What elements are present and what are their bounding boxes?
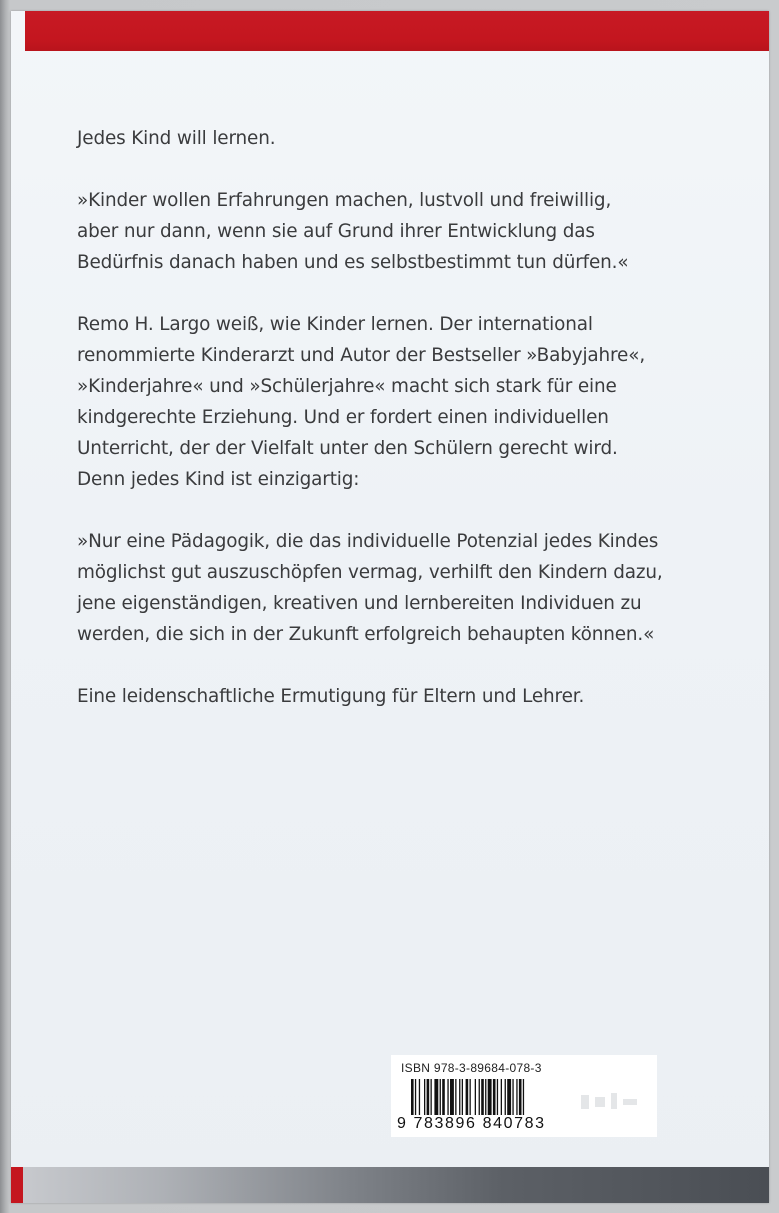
barcode-bar bbox=[411, 1079, 414, 1119]
book-back-cover bbox=[11, 11, 769, 1203]
barcode-bar bbox=[512, 1079, 513, 1119]
ean-digits: 9 783896 840783 bbox=[397, 1115, 567, 1133]
first-quote: »Kinder wollen Erfahrungen machen, lustvoll und freiwillig, aber nur dann, wenn sie auf Grund ihrer Entwicklung das Bedürfnis danach haben und es selbstbestimmt tun dürfen.« bbox=[77, 190, 629, 273]
second-quote: »Nur eine Pädagogik, die das individuelle Potenzial jedes Kindes möglichst gut auszuschöpfen vermag, verhilft den Kindern dazu, jene eigenständigen, kreativen und lernbereiten Individuen zu werden, die sich in der Zukunft erfolgreich behaupten können.« bbox=[77, 531, 663, 645]
barcode-bar bbox=[450, 1079, 454, 1119]
barcode-bar bbox=[475, 1079, 476, 1119]
barcode-bar bbox=[516, 1079, 517, 1119]
barcode-bar bbox=[479, 1079, 480, 1119]
barcode-bar bbox=[507, 1079, 511, 1119]
barcode-bar bbox=[424, 1079, 425, 1119]
barcode-label bbox=[391, 1055, 657, 1137]
barcode-bar bbox=[447, 1079, 448, 1119]
barcode-bar bbox=[493, 1079, 496, 1119]
barcode-bar bbox=[462, 1079, 463, 1119]
faint-price-mark bbox=[577, 1085, 647, 1125]
barcode-bar bbox=[470, 1079, 471, 1119]
barcode-bar bbox=[434, 1079, 438, 1119]
barcode-bar bbox=[459, 1079, 460, 1119]
barcode-bar bbox=[431, 1079, 432, 1119]
barcode-bar bbox=[415, 1079, 416, 1119]
closing-line: Eine leidenschaftliche Ermutigung für Eltern und Lehrer. bbox=[77, 686, 585, 707]
barcode-bar bbox=[442, 1079, 445, 1119]
top-red-band bbox=[25, 11, 769, 51]
bottom-gradient-band bbox=[11, 1167, 769, 1203]
bottom-red-accent bbox=[11, 1167, 23, 1203]
author-description: Remo H. Largo weiß, wie Kinder lernen. Der international renommierte Kinderarzt und Autor der Bestseller »Babyjahre«, »Kinderjahre« und »Schülerjahre« macht sich stark für eine kindgerechte Erziehung. Und er fordert einen individuellen Unterricht, der der Vielfalt unter den Schülern gerecht wird. Denn jedes Kind ist einzigartig: bbox=[77, 314, 646, 490]
barcode-bar bbox=[440, 1079, 441, 1119]
barcode-bar bbox=[501, 1079, 502, 1119]
barcode-bars bbox=[397, 1079, 569, 1119]
barcode-bar bbox=[497, 1079, 498, 1119]
barcode-bar bbox=[519, 1079, 522, 1119]
isbn-text: ISBN 978-3-89684-078-3 bbox=[401, 1061, 542, 1075]
barcode-bar bbox=[466, 1079, 469, 1119]
barcode-bar bbox=[485, 1079, 486, 1119]
intro-line: Jedes Kind will lernen. bbox=[77, 128, 276, 149]
barcode-bar bbox=[455, 1079, 456, 1119]
blurb-text bbox=[77, 123, 717, 743]
barcode-bar bbox=[488, 1079, 492, 1119]
barcode-bar bbox=[523, 1079, 524, 1119]
barcode-bar bbox=[419, 1079, 420, 1119]
barcode-bar bbox=[427, 1079, 430, 1119]
barcode-bar bbox=[505, 1079, 506, 1119]
barcode-bar bbox=[481, 1079, 484, 1119]
